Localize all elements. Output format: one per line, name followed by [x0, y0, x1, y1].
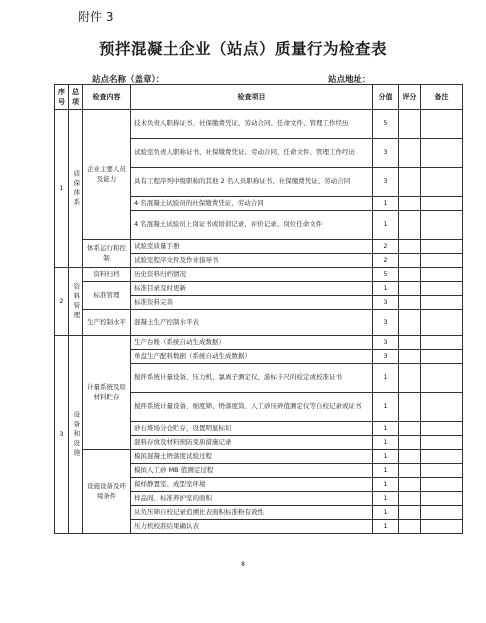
- content-cell: 资料归档: [83, 268, 131, 282]
- note-cell: [421, 168, 463, 197]
- item-cell: 混料存放及材料预防变质措施记录: [131, 436, 373, 450]
- item-cell: 样品间、标准养护室的面积: [131, 492, 373, 506]
- table-row: [55, 310, 463, 336]
- item-cell: 单盘生产配料数据（系统自动生成数据）: [131, 350, 373, 364]
- inspection-table: [54, 84, 463, 534]
- content-cell: 体系运行和控制: [83, 240, 131, 268]
- note-cell: [421, 139, 463, 168]
- rating-cell: [399, 350, 421, 364]
- score-cell: 2: [373, 254, 399, 268]
- page-title: 预拌混凝土企业（站点）质量行为检查表: [98, 39, 387, 58]
- rating-cell: [399, 310, 421, 336]
- rating-cell: [399, 464, 421, 478]
- score-cell: 3: [373, 168, 399, 197]
- rating-cell: [399, 506, 421, 520]
- page-number: 8: [241, 561, 245, 568]
- item-cell: 4 名混凝土试验员上岗证书或培训记录、评价记录、岗位任命文件: [131, 211, 373, 240]
- table-row: [55, 450, 463, 464]
- section-seq: 3: [55, 336, 69, 534]
- section-seq: 1: [55, 110, 69, 268]
- note-cell: [421, 364, 463, 393]
- category-label: 质保体系: [72, 169, 81, 208]
- header-category: 总项: [69, 85, 83, 110]
- score-cell: 1: [373, 506, 399, 520]
- score-cell: 5: [373, 110, 399, 139]
- content-cell: 企业主要人员及能力: [83, 110, 131, 240]
- rating-cell: [399, 436, 421, 450]
- rating-cell: [399, 520, 421, 534]
- item-cell: 压力机校准结果确认表: [131, 520, 373, 534]
- item-cell: 试验室负责人职称证书、社保缴费凭证、劳动合同、任命文件、管理工作经历: [131, 139, 373, 168]
- note-cell: [421, 393, 463, 422]
- rating-cell: [399, 254, 421, 268]
- rating-cell: [399, 478, 421, 492]
- item-cell: 标准目录及时更新: [131, 282, 373, 296]
- item-cell: 标准资料完善: [131, 296, 373, 310]
- header-seq: 序号: [55, 85, 69, 110]
- category-label: 资料管理: [72, 282, 81, 321]
- table-row: [55, 240, 463, 254]
- item-cell: 搅拌系统计量设备、压力机、氯离子测定仪、游标卡尺的检定或校准证书: [131, 364, 373, 393]
- note-cell: [421, 506, 463, 520]
- note-cell: [421, 492, 463, 506]
- item-cell: 试验室程序文件及作业指导书: [131, 254, 373, 268]
- score-cell: 1: [373, 211, 399, 240]
- note-cell: [421, 520, 463, 534]
- score-cell: 1: [373, 364, 399, 393]
- item-cell: 历史资料归档情况: [131, 268, 373, 282]
- score-cell: 5: [373, 268, 399, 282]
- score-cell: 1: [373, 464, 399, 478]
- note-cell: [421, 197, 463, 211]
- rating-cell: [399, 168, 421, 197]
- station-name-label: 站点名称（盖章）：: [92, 75, 165, 85]
- rating-cell: [399, 110, 421, 139]
- score-cell: 3: [373, 310, 399, 336]
- rating-cell: [399, 139, 421, 168]
- rating-cell: [399, 296, 421, 310]
- note-cell: [421, 450, 463, 464]
- score-cell: 3: [373, 336, 399, 350]
- note-cell: [421, 110, 463, 139]
- note-cell: [421, 254, 463, 268]
- score-cell: 3: [373, 296, 399, 310]
- item-cell: 试验室质量手册: [131, 240, 373, 254]
- item-cell: 4 名混凝土试验员的社保缴费凭证、劳动合同: [131, 197, 373, 211]
- table-row: [55, 336, 463, 350]
- content-cell: 设施设备及环境条件: [83, 450, 131, 534]
- score-cell: 3: [373, 139, 399, 168]
- note-cell: [421, 282, 463, 296]
- note-cell: [421, 436, 463, 450]
- rating-cell: [399, 197, 421, 211]
- rating-cell: [399, 240, 421, 254]
- rating-cell: [399, 268, 421, 282]
- section-category: [69, 268, 83, 336]
- score-cell: 1: [373, 492, 399, 506]
- note-cell: [421, 240, 463, 254]
- note-cell: [421, 464, 463, 478]
- score-cell: 2: [373, 240, 399, 254]
- rating-cell: [399, 211, 421, 240]
- score-cell: 1: [373, 520, 399, 534]
- item-cell: 混凝土生产控制水平表: [131, 310, 373, 336]
- item-cell: 搅拌系统计量设备、细度筛、坍落度筒、人工砂压碎值测定仪等自校记录或证书: [131, 393, 373, 422]
- header-item: 检查项目: [131, 85, 373, 110]
- score-cell: 3: [373, 350, 399, 364]
- score-cell: 1: [373, 422, 399, 436]
- rating-cell: [399, 393, 421, 422]
- header-content: 检查内容: [83, 85, 131, 110]
- rating-cell: [399, 282, 421, 296]
- item-cell: 模拟混凝土坍落度试验过程: [131, 450, 373, 464]
- item-cell: 模拟人工砂 MB 值测定过程: [131, 464, 373, 478]
- note-cell: [421, 296, 463, 310]
- score-cell: 1: [373, 450, 399, 464]
- item-cell: 具有工程序列中级职称的其他 2 名人员职称证书、社保缴费凭证、劳动合同: [131, 168, 373, 197]
- category-label: 设备和设施: [72, 410, 81, 459]
- note-cell: [421, 350, 463, 364]
- table-row: [55, 110, 463, 139]
- item-cell: 从负压筛自校记录追溯比表面积标准粉有效性: [131, 506, 373, 520]
- content-cell: 生产控制水平: [83, 310, 131, 336]
- score-cell: 1: [373, 393, 399, 422]
- note-cell: [421, 336, 463, 350]
- score-cell: 1: [373, 197, 399, 211]
- rating-cell: [399, 450, 421, 464]
- note-cell: [421, 310, 463, 336]
- table-row: [55, 282, 463, 296]
- content-cell: 计量系统及原材料贮存: [83, 336, 131, 450]
- score-cell: 1: [373, 478, 399, 492]
- section-category: [69, 110, 83, 268]
- section-seq: 2: [55, 268, 69, 336]
- score-cell: 1: [373, 436, 399, 450]
- item-cell: 留样静置室、成型室环境: [131, 478, 373, 492]
- header-score: 分值: [373, 85, 399, 110]
- item-cell: 生产台账（系统自动生成数据）: [131, 336, 373, 350]
- annex-label: 附件 3: [78, 10, 114, 24]
- rating-cell: [399, 364, 421, 393]
- header-row: [55, 85, 463, 110]
- score-cell: 1: [373, 282, 399, 296]
- header-note: 备注: [421, 85, 463, 110]
- rating-cell: [399, 336, 421, 350]
- station-address-label: 站点地址：: [328, 75, 371, 85]
- table-row: [55, 268, 463, 282]
- section-category: [69, 336, 83, 534]
- note-cell: [421, 211, 463, 240]
- content-cell: 标准管理: [83, 282, 131, 310]
- note-cell: [421, 422, 463, 436]
- item-cell: 砂石堆场分仓贮存，设置明显标识: [131, 422, 373, 436]
- item-cell: 技术负责人职称证书、社保缴费凭证、劳动合同、任命文件、管理工作经历: [131, 110, 373, 139]
- note-cell: [421, 268, 463, 282]
- header-rating: 评分: [399, 85, 421, 110]
- note-cell: [421, 478, 463, 492]
- rating-cell: [399, 492, 421, 506]
- rating-cell: [399, 422, 421, 436]
